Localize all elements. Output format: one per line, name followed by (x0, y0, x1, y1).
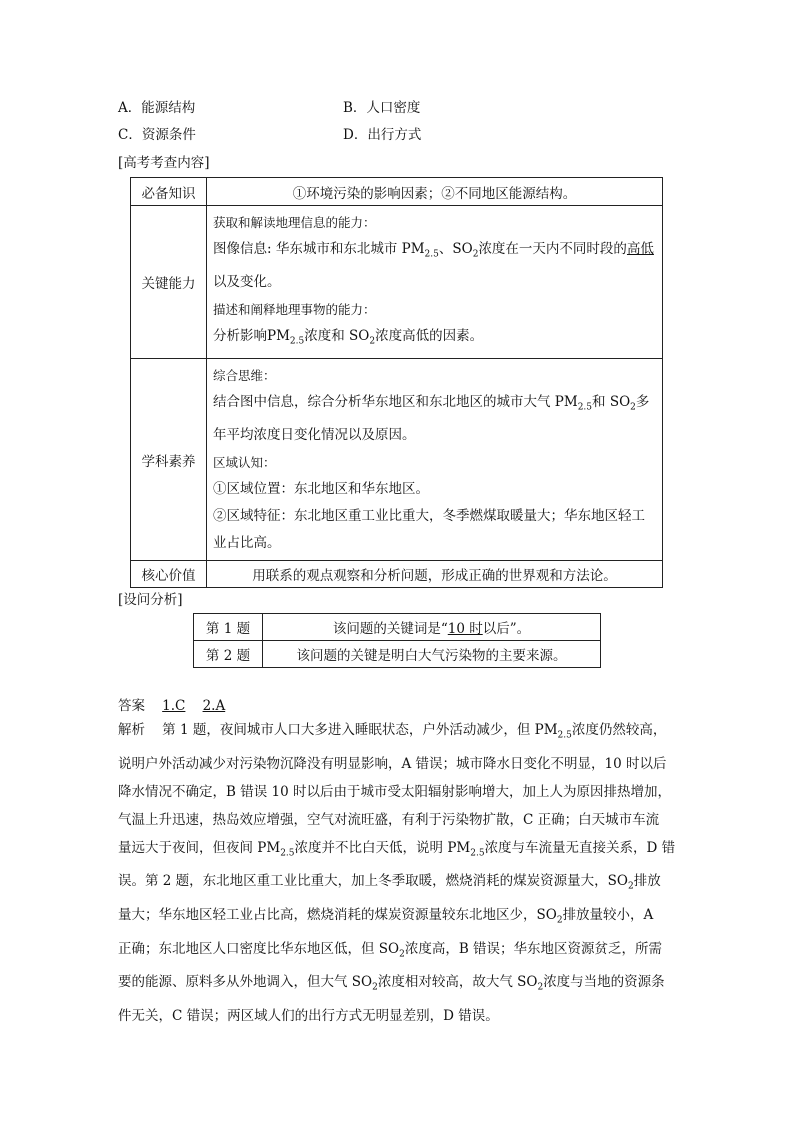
subscript: 2 (369, 336, 376, 347)
question-2-label: 第 2 题 (194, 641, 263, 668)
text-span: 量大；华东地区轻工业占比高，燃烧消耗的煤炭资源量较东北地区少，SO (118, 907, 557, 924)
text-span: 结合图中信息，综合分析华东地区和东北地区的城市大气 PM (213, 394, 578, 411)
analysis-line: 说明户外活动减少对污染物沉降没有明显影响，A 错误；城市降水日变化不明显，10 时以后 (118, 755, 667, 772)
question-2-text: 该问题的关键是明白大气污染物的主要来源。 (263, 641, 601, 668)
subscript: 2.5 (577, 403, 593, 414)
literacy-line (213, 389, 656, 422)
subscript: 2 (472, 249, 479, 260)
table-row (194, 641, 601, 668)
text-span: 排放 (633, 873, 661, 890)
text-span: 以后”。 (482, 621, 531, 637)
option-d: D．出行方式 (343, 127, 422, 143)
analysis-line (118, 834, 678, 868)
question-analysis-table (193, 613, 601, 668)
analysis-line: 降水情况不确定，B 错误 10 时以后由于城市受太阳辐射影响增大，加上人为原因排热增加， (118, 783, 671, 800)
subscript: 2 (537, 983, 544, 994)
text-span: 浓度在一天内不同时段的 (478, 241, 627, 257)
text-span: 第 1 题，夜间城市人口大多进入睡眠状态，户外活动减少，但 PM (162, 722, 558, 738)
text-span: 浓度高，B 错误；华东地区资源贫乏，所需 (404, 940, 663, 957)
text-span: 分析影响PM (213, 327, 290, 344)
underlined-text: 10 时 (447, 621, 483, 637)
literacy-line: ①区域位置：东北地区和华东地区。 (213, 481, 429, 498)
ability-cell (207, 206, 663, 359)
ability-line (213, 236, 656, 269)
analysis-line (118, 716, 678, 750)
ability-heading-1: 获取和解读地理信息的能力： (213, 215, 376, 230)
answer-label: 答案 (118, 698, 145, 714)
analysis-line (118, 867, 678, 901)
subscript: 2 (372, 983, 378, 994)
knowledge-text: ①环境污染的影响因素；②不同地区能源结构。 (207, 178, 663, 206)
literacy-line: ②区域特征：东北地区重工业比重大，冬季燃煤取暖量大；华东地区轻工 (213, 508, 645, 525)
subscript: 2.5 (470, 848, 485, 859)
subscript: 2 (630, 403, 636, 414)
answer-1: 1.C (162, 698, 186, 714)
subscript: 2.5 (424, 249, 439, 260)
underlined-text: 高低 (626, 241, 654, 257)
subscript: 2 (628, 882, 634, 893)
table-row (131, 206, 663, 359)
text-span: 浓度与当地的资源条 (543, 974, 665, 991)
literacy-line: 业占比高。 (213, 535, 281, 552)
answer-line (118, 694, 225, 714)
answer-2: 2.A (202, 698, 226, 714)
literacy-line: 年平均浓度日变化情况以及原因。 (213, 427, 416, 444)
text-span: 该问题的关键词是“ (332, 621, 448, 637)
text-span: 多 (635, 394, 650, 411)
ability-line (213, 323, 656, 356)
subscript: 2.5 (557, 730, 572, 741)
text-span: 排放量较小，A (562, 907, 654, 924)
table-row (131, 178, 663, 206)
row-label-ability: 关键能力 (131, 206, 207, 359)
subscript: 2 (399, 949, 405, 960)
option-c: C．资源条件 (118, 127, 196, 143)
text-span: 量远大于夜间，但夜间 PM (118, 839, 281, 856)
text-span: 浓度并不比白天低，说明 PM (294, 839, 471, 856)
literacy-heading-2: 区域认知： (213, 455, 276, 471)
text-span: 浓度高低的因素。 (375, 327, 484, 344)
section-title-question-analysis: [设问分析] (118, 592, 183, 608)
row-label-literacy: 学科素养 (131, 359, 207, 561)
literacy-cell (207, 359, 663, 561)
row-label-knowledge: 必备知识 (131, 178, 207, 206)
subscript: 2 (556, 915, 563, 926)
text-span: 要的能源、原料多从外地调入，但大气 SO (118, 974, 373, 991)
ability-line: 以及变化。 (213, 273, 281, 290)
option-a: A．能源结构 (118, 100, 196, 116)
subscript: 2.5 (289, 336, 305, 347)
exam-content-table (130, 177, 663, 588)
text-span: 、SO (438, 241, 473, 257)
analysis-line (118, 968, 678, 1002)
text-span: 图像信息: 华东城市和东北城市 PM (213, 241, 425, 257)
analysis-line (118, 935, 678, 969)
analysis-line (118, 901, 678, 935)
question-1-text (263, 614, 601, 641)
option-b: B．人口密度 (343, 100, 421, 116)
analysis-line: 气温上升迅速，热岛效应增强，空气对流旺盛，有利于污染物扩散，C 正确；白天城市车流 (118, 811, 660, 828)
value-text: 用联系的观点观察和分析问题，形成正确的世界观和方法论。 (207, 561, 663, 588)
table-row (131, 359, 663, 561)
question-1-label: 第 1 题 (194, 614, 263, 641)
text-span: 浓度和 SO (304, 327, 370, 344)
row-label-value: 核心价值 (131, 561, 207, 588)
text-span: 正确；东北地区人口密度比华东地区低，但 SO (118, 940, 400, 957)
subscript: 2.5 (280, 848, 295, 859)
analysis-paragraph (118, 716, 678, 1030)
section-title-exam-content: [高考考查内容] (118, 155, 210, 171)
literacy-heading-1: 综合思维： (213, 368, 276, 384)
text-span: 浓度仍然较高， (571, 722, 667, 738)
table-row (131, 561, 663, 588)
table-row (194, 614, 601, 641)
text-span: 和 SO (592, 394, 631, 411)
text-span: 浓度与车流量无直接关系，D 错 (484, 839, 676, 856)
analysis-line: 件无关，C 错误；两区域人们的出行方式无明显差别，D 错误。 (118, 1008, 499, 1025)
analysis-label: 解析 (118, 722, 145, 738)
text-span: 浓度相对较高，故大气 SO (377, 974, 538, 991)
ability-heading-2: 描述和阐释地理事物的能力： (213, 301, 376, 317)
text-span: 误。第 2 题，东北地区重工业比重大，加上冬季取暖，燃烧消耗的煤炭资源量大，SO (118, 873, 628, 890)
